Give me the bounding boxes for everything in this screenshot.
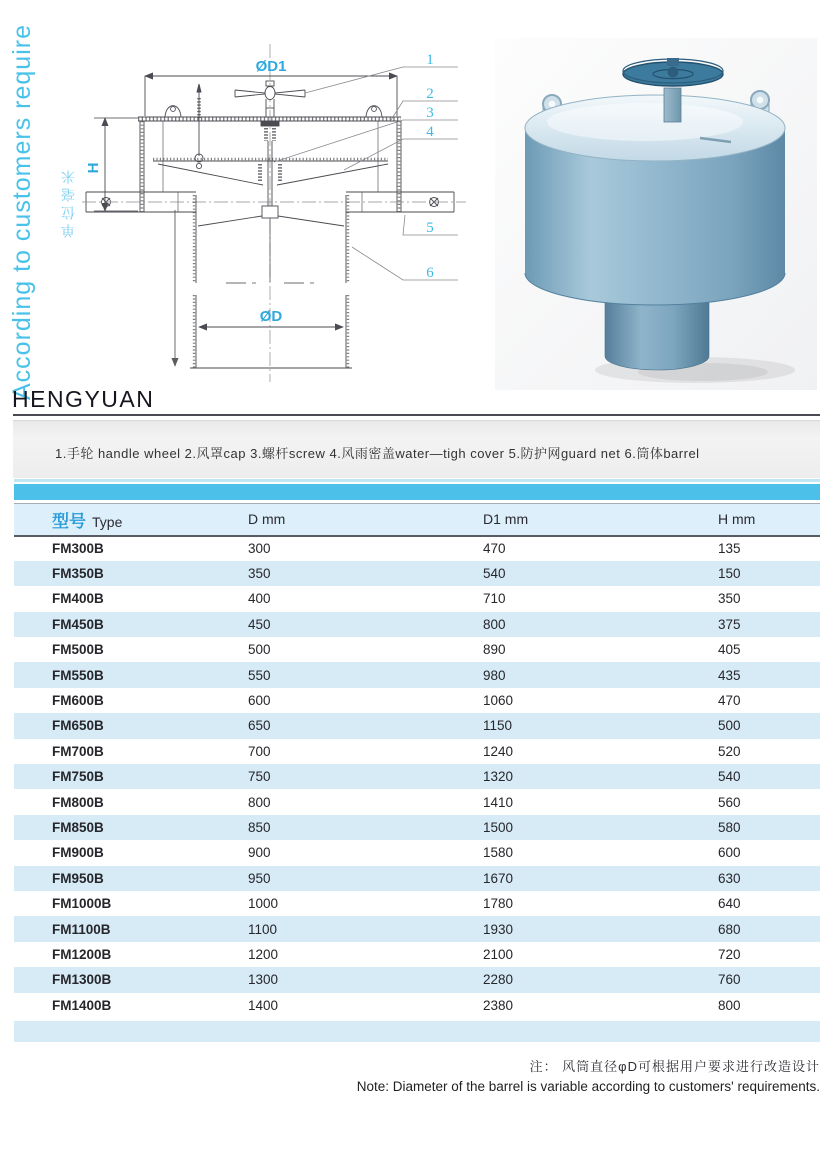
cell-type: FM500B [52,642,104,658]
dim-h-label: H [85,162,102,174]
cell-d: 900 [248,845,271,861]
col-header-h: H mm [718,511,756,528]
cell-h: 135 [718,541,741,557]
table-row [14,967,820,992]
cell-d: 1100 [248,921,278,937]
col-header-type [14,504,234,536]
table-row [14,916,820,941]
table-row [14,764,820,789]
cell-h: 540 [718,769,741,785]
table-accent-strip [14,479,820,482]
cell-d1: 1930 [483,921,514,937]
cell-d: 1300 [248,972,279,988]
cell-d: 750 [248,769,271,785]
cell-d1: 1240 [483,743,514,759]
cell-d: 850 [248,819,271,835]
callout-2: 2 [426,86,434,102]
cell-type: FM750B [52,769,104,785]
cell-d: 1000 [248,896,279,912]
cell-d1: 1410 [483,794,514,810]
table-row [14,612,820,637]
cell-d1: 980 [483,667,506,683]
cell-type: FM1200B [52,946,112,962]
cell-type: FM300B [52,541,104,557]
table-row [14,993,820,1018]
cell-h: 720 [718,946,741,962]
cell-d1: 1320 [483,769,514,785]
cell-d: 1400 [248,997,279,1013]
table-row [14,866,820,891]
cell-d: 450 [248,616,271,632]
cell-type: FM550B [52,667,104,683]
callout-6: 6 [426,265,434,281]
table-row [14,840,820,865]
cell-d1: 890 [483,642,506,658]
cell-type: FM800B [52,794,104,810]
cell-h: 760 [718,972,741,988]
cell-h: 800 [718,997,741,1013]
cell-d: 600 [248,693,271,709]
legend-band [13,420,820,478]
cell-d: 1200 [248,946,279,962]
col-header-type-en: Type [92,513,123,530]
table-row [14,739,820,764]
cell-h: 560 [718,794,741,810]
cell-h: 405 [718,642,741,658]
cell-h: 350 [718,591,741,607]
cell-h: 520 [718,743,741,759]
callout-4: 4 [426,124,434,140]
cell-h: 630 [718,870,741,886]
cell-type: FM1400B [52,997,112,1013]
cell-d: 550 [248,667,271,683]
cell-type: FM350B [52,566,104,582]
cell-h: 680 [718,921,741,937]
table-row [14,688,820,713]
callout-5: 5 [426,220,434,236]
table-row [14,713,820,738]
table-accent-bar [14,484,820,500]
cell-h: 580 [718,819,741,835]
cell-d1: 1670 [483,870,514,886]
cell-d1: 1150 [483,718,513,734]
callout-3: 3 [426,105,434,121]
footnotes [357,1056,820,1094]
cell-type: FM450B [52,616,104,632]
cell-type: FM900B [52,845,104,861]
spec-table-body [14,536,820,1018]
cell-h: 600 [718,845,741,861]
cell-d1: 2280 [483,972,514,988]
brand-divider [13,414,820,416]
cell-type: FM850B [52,819,104,835]
table-row [14,942,820,967]
cell-d: 400 [248,591,271,607]
table-header-row [14,504,820,536]
cell-d1: 2380 [483,997,514,1013]
table-row [14,561,820,586]
callout-1: 1 [426,52,434,68]
cell-type: FM600B [52,693,104,709]
cell-d: 950 [248,870,271,886]
table-end-band [14,1021,820,1042]
cell-type: FM650B [52,718,104,734]
parts-legend: 1.手轮 handle wheel 2.风罩cap 3.螺杆screw 4.风雨密盖water—tigh cover 5.防护网guard net 6.筒体barrel [55,446,700,461]
cell-type: FM400B [52,591,104,607]
cell-d1: 1780 [483,896,514,912]
cell-d: 650 [248,718,271,734]
footnote-en: Note: Diameter of the barrel is variable according to customers' requirements. [356,1079,820,1094]
cell-h: 375 [718,616,741,632]
cell-d1: 1500 [483,819,514,835]
cell-h: 640 [718,896,741,912]
cell-type: FM1100B [52,921,111,937]
cell-d: 700 [248,743,271,759]
col-header-type-cn: 型号 [52,511,86,531]
cell-d1: 470 [483,541,506,557]
cell-type: FM700B [52,743,104,759]
table-row [14,637,820,662]
footnote-cn: 注： 风筒直径φD可根据用户要求进行改造设计 [529,1059,820,1074]
cell-h: 435 [718,667,741,683]
dim-d1-label: ØD1 [255,58,287,75]
cell-d: 300 [248,541,271,557]
cell-h: 470 [718,693,741,709]
cell-type: FM950B [52,870,104,886]
technical-drawing [78,40,470,388]
col-header-d1: D1 mm [483,511,529,528]
dim-d-label: ØD [259,308,283,325]
cell-h: 500 [718,718,741,734]
cell-type: FM1300B [52,972,112,988]
vertical-unit-note: 单位毫米 [60,166,76,238]
col-header-d: D mm [248,511,286,528]
table-row [14,662,820,687]
cell-d: 800 [248,794,271,810]
table-row [14,891,820,916]
cell-h: 150 [718,566,741,582]
cell-d1: 2100 [483,946,514,962]
product-photo [495,38,817,390]
vertical-slogan: According to customers require [8,24,36,400]
cell-d1: 710 [483,591,506,607]
cell-d1: 800 [483,616,506,632]
cell-d: 500 [248,642,271,658]
brand-title: HENGYUAN [12,386,155,412]
cell-d1: 540 [483,566,506,582]
cell-type: FM1000B [52,896,112,912]
cell-d: 350 [248,566,271,582]
table-row [14,815,820,840]
table-row [14,789,820,814]
table-row [14,586,820,611]
cell-d1: 1580 [483,845,514,861]
table-row [14,536,820,561]
cell-d1: 1060 [483,693,514,709]
spec-table [14,503,820,1018]
